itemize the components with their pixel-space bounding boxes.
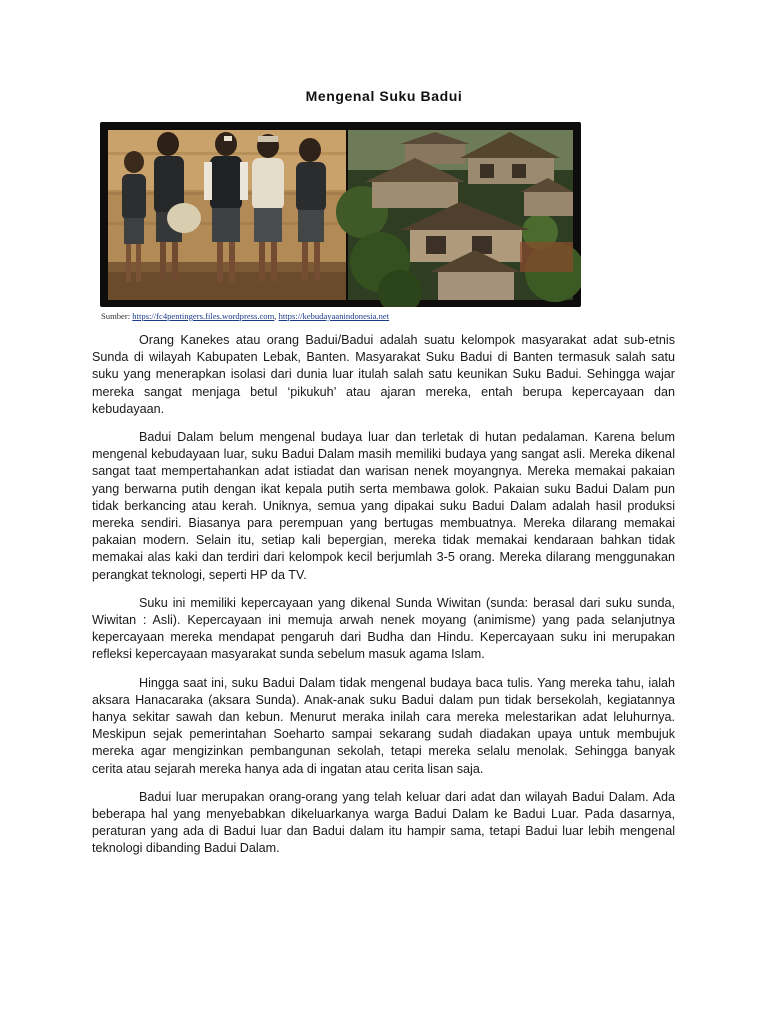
page-title: Mengenal Suku Badui bbox=[305, 88, 463, 104]
source-link-2[interactable]: https://kebudayaanindonesia.net bbox=[278, 311, 390, 321]
children-photo bbox=[108, 130, 346, 300]
paragraph-5: Badui luar merupakan orang-orang yang telah keluar dari adat dan wilayah Badui Dalam. Ada beberapa hal yang menyebabkan dikeluarkanya warga Badui Dalam ke Badui Luar. Pada dasarnya, peraturan yang ada di Badui luar dan Badui dalam itu hampir sama, tetapi Badui luar lebih mengenal teknologi dibanding Badui Dalam. bbox=[92, 789, 675, 856]
source-link-1[interactable]: https://fc4pentingers.files.wordpress.com bbox=[132, 311, 275, 321]
source-prefix: Sumber: bbox=[101, 311, 133, 321]
village-photo bbox=[336, 130, 581, 307]
paragraph-4: Hingga saat ini, suku Badui Dalam tidak mengenal budaya baca tulis. Yang mereka tahu, ialah aksara Hanacaraka (aksara Sunda). Anak-anak suku Badui dalam pun tidak bersekolah, kegiatannya hanya sekitar sawah dan kebun. Menurut meraka inilah cara mereka melestarikan adat leluhurnya. Meskipun sejak pemerintahan Soeharto sampai sekarang sudah diadakan upaya untuk membujuk mereka agar mengizinkan pembangunan sekolah, tetapi mereka selalu menolak. Sehingga banyak cerita atau sejarah mereka hanya ada di ingatan atau cerita lisan saja. bbox=[92, 675, 675, 776]
image-source-caption bbox=[101, 311, 389, 321]
photo-collage-children-and-village bbox=[100, 122, 581, 307]
paragraph-1: Orang Kanekes atau orang Badui/Badui adalah suatu kelompok masyarakat adat sub-etnis Sunda di wilayah Kabupaten Lebak, Banten. Masyarakat Suku Badui di Banten termasuk salah satu suku yang menerapkan isolasi dari dunia luar itulah salah satu keunikan Suku Badui. Sehingga wajar mereka sangat menjaga betul ‘pikukuh’ atau ajaran mereka, entah berupa kepercayaan dan kebudayaan. bbox=[92, 333, 675, 416]
header-photo bbox=[100, 122, 581, 307]
article-body bbox=[92, 332, 675, 869]
source-separator: , bbox=[274, 311, 279, 321]
paragraph-3: Suku ini memiliki kepercayaan yang dikenal Sunda Wiwitan (sunda: berasal dari suku sunda, Wiwitan : Asli). Kepercayaan ini memuja arwah nenek moyang (animisme) yang pada selanjutnya kepercayaan mereka mendapat pengaruh dari Budha dan Hindu. Kepercayaan suku ini merupakan refleksi kepercayaan masyarakat sunda sebelum masuk agama Islam. bbox=[92, 595, 675, 662]
paragraph-2: Badui Dalam belum mengenal budaya luar dan terletak di hutan pedalaman. Karena belum mengenal kebudayaan luar, suku Badui Dalam masih memiliki budaya yang sangat asli. Mereka dikenal sangat taat mempertahankan adat istiadat dan warisan nenek moyangnya. Mereka memakai pakaian yang berwarna putih dengan ikat kepala putih serta membawa golok. Pakaian suku Badui Dalam pun tidak berkancing atau kerah. Uniknya, semua yang dipakai suku Badui Dalam adalah hasil produksi mereka sendiri. Biasanya para perempuan yang bertugas membuatnya. Mereka dilarang memakai pakaian modern. Selain itu, setiap kali bepergian, mereka tidak memakai kendaraan bahkan tidak memakai alas kaki dan terdiri dari kelompok kecil berjumlah 3-5 orang. Mereka dilarang menggunakan perangkat teknologi, seperti HP da TV. bbox=[92, 430, 675, 582]
